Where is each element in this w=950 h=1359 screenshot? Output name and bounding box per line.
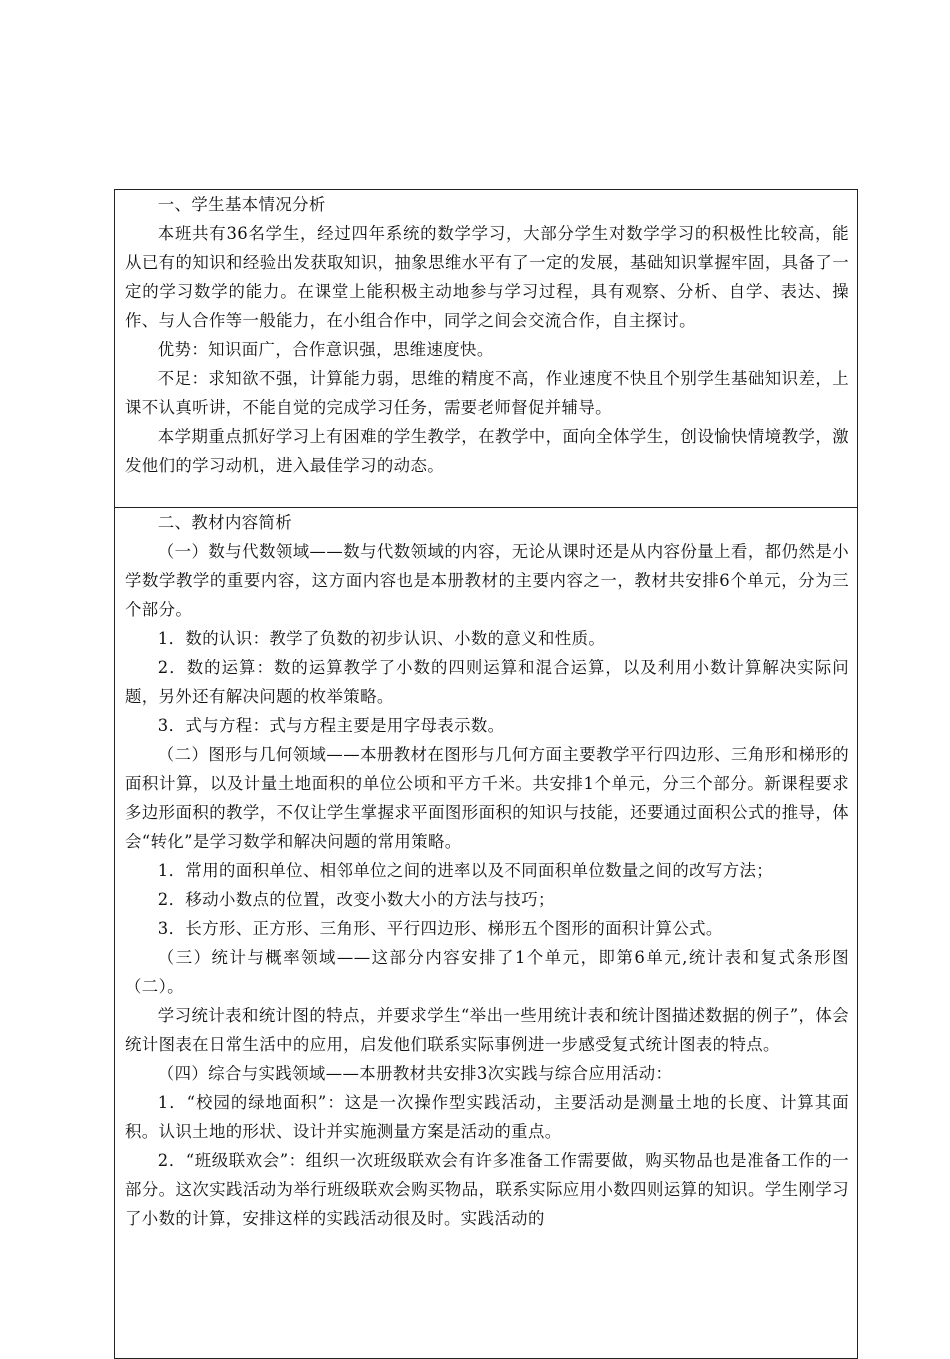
paragraph: 不足：求知欲不强，计算能力弱，思维的精度不高，作业速度不快且个别学生基础知识差，上课不认真听讲，不能自觉的完成学习任务，需要老师督促并辅导。 bbox=[125, 369, 849, 417]
content-table bbox=[114, 189, 858, 1359]
paragraph: （二）图形与几何领域——本册教材在图形与几何方面主要教学平行四边形、三角形和梯形的面积计算，以及计量土地面积的单位公顷和平方千米。共安排1个单元，分三个部分。新课程要求多边形面积的教学，不仅让学生掌握求平面图形面积的知识与技能，还要通过面积公式的推导，体会“转化”是学习数学和解决问题的常用策略。 bbox=[125, 745, 849, 851]
paragraph: 2．“班级联欢会”：组织一次班级联欢会有许多准备工作需要做，购买物品也是准备工作的一部分。这次实践活动为举行班级联欢会购买物品，联系实际应用小数四则运算的知识。学生刚学习了小数的计算，安排这样的实践活动很及时。实践活动的 bbox=[125, 1151, 849, 1228]
paragraph: （三）统计与概率领域——这部分内容安排了1个单元，即第6单元,统计表和复式条形图（二）。 bbox=[125, 948, 849, 996]
paragraph: 3．式与方程：式与方程主要是用字母表示数。 bbox=[157, 716, 505, 735]
paragraph: 优势：知识面广，合作意识强，思维速度快。 bbox=[157, 340, 494, 359]
paragraph: 本班共有36名学生，经过四年系统的数学学习，大部分学生对数学学习的积极性比较高，能从已有的知识和经验出发获取知识，抽象思维水平有了一定的发展，基础知识掌握牢固，具备了一定的学习数学的能力。在课堂上能积极主动地参与学习过程，具有观察、分析、自学、表达、操作、与人合作等一般能力，在小组合作中，同学之间会交流合作，自主探讨。 bbox=[125, 224, 849, 330]
textbook-analysis-cell bbox=[115, 508, 857, 1358]
paragraph: 1．“校园的绿地面积”：这是一次操作型实践活动，主要活动是测量土地的长度、计算其面积。认识土地的形状、设计并实施测量方案是活动的重点。 bbox=[125, 1093, 849, 1141]
section-heading: 一、学生基本情况分析 bbox=[157, 195, 326, 214]
paragraph: 1．常用的面积单位、相邻单位之间的进率以及不同面积单位数量之间的改写方法； bbox=[157, 861, 774, 880]
paragraph: 2．移动小数点的位置，改变小数大小的方法与技巧； bbox=[157, 890, 555, 909]
paragraph: 3．长方形、正方形、三角形、平行四边形、梯形五个图形的面积计算公式。 bbox=[157, 919, 723, 938]
paragraph: 2．数的运算：数的运算教学了小数的四则运算和混合运算，以及利用小数计算解决实际问题，另外还有解决问题的枚举策略。 bbox=[125, 658, 849, 706]
student-analysis-cell bbox=[115, 190, 857, 508]
section-heading: 二、教材内容简析 bbox=[157, 513, 293, 532]
paragraph: 1．数的认识：教学了负数的初步认识、小数的意义和性质。 bbox=[157, 629, 606, 648]
paragraph: 本学期重点抓好学习上有困难的学生教学，在教学中，面向全体学生，创设愉快情境教学，激发他们的学习动机，进入最佳学习的动态。 bbox=[125, 427, 849, 475]
paragraph: 学习统计表和统计图的特点，并要求学生“举出一些用统计表和统计图描述数据的例子”，体会统计图表在日常生活中的应用，启发他们联系实际事例进一步感受复式统计图表的特点。 bbox=[125, 1006, 849, 1054]
paragraph: （一）数与代数领域——数与代数领域的内容，无论从课时还是从内容份量上看，都仍然是小学数学教学的重要内容，这方面内容也是本册教材的主要内容之一，教材共安排6个单元，分为三个部分。 bbox=[125, 542, 849, 619]
paragraph: （四）综合与实践领域——本册教材共安排3次实践与综合应用活动： bbox=[157, 1064, 673, 1083]
